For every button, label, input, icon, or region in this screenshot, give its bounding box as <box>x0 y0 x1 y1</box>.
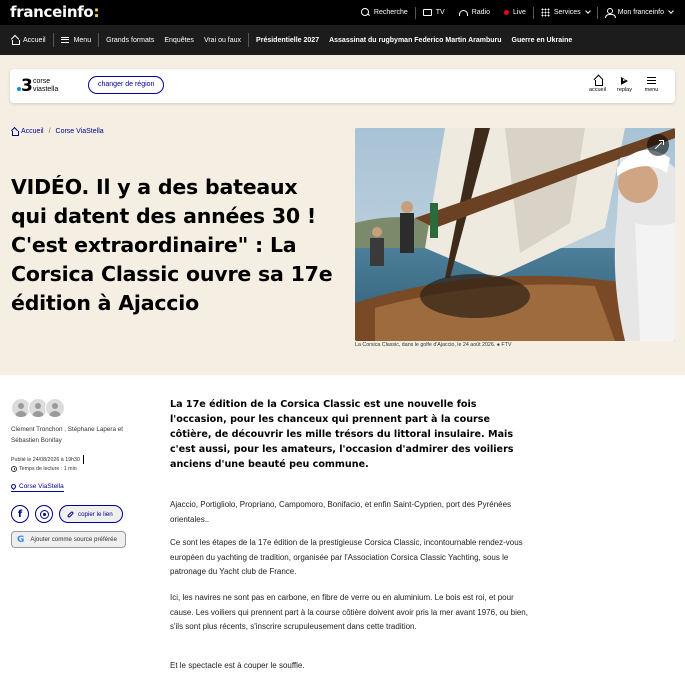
regional-replay-button[interactable] <box>611 74 638 93</box>
top-links <box>354 0 685 25</box>
breadcrumb-current[interactable]: Corse ViaStella <box>55 128 104 135</box>
breadcrumb-home[interactable] <box>11 128 44 135</box>
services-label: Services <box>553 9 581 16</box>
regional-menu-label: menu <box>644 87 659 93</box>
divider <box>98 33 99 47</box>
grid-icon <box>541 8 550 17</box>
menu-icon <box>647 77 656 84</box>
live-link[interactable] <box>497 0 533 25</box>
account-label: Mon franceinfo <box>617 9 664 16</box>
live-dot-icon <box>504 10 509 15</box>
regional-header <box>10 69 675 103</box>
whatsapp-share-button[interactable] <box>35 505 53 523</box>
copy-link-label: copier le lien <box>78 510 113 518</box>
author-avatars <box>11 398 62 418</box>
regional-nav <box>584 74 665 93</box>
share-bar <box>11 505 123 523</box>
breadcrumb <box>11 128 104 135</box>
nav-link-enquetes[interactable]: Enquêtes <box>164 36 194 44</box>
google-icon: G <box>17 534 25 545</box>
home-icon <box>593 76 602 85</box>
regional-menu-button[interactable] <box>638 74 665 93</box>
live-label: Live <box>513 9 526 16</box>
regional-home-button[interactable] <box>584 74 611 93</box>
services-menu[interactable] <box>534 0 597 25</box>
article-authors: Clement Tronchon , Stéphane Lapera et Sébastien Bonifay <box>11 426 124 444</box>
reading-time-text: Temps de lecture : 1 min <box>19 466 77 472</box>
google-source-label: Ajouter comme source préférée <box>30 536 118 543</box>
tv-link[interactable] <box>416 0 452 25</box>
play-icon <box>621 77 628 85</box>
channel-line1: corse <box>33 78 51 85</box>
divider <box>248 33 249 47</box>
corse-viastella-logo[interactable] <box>17 76 77 96</box>
nav-link-vrai-ou-faux[interactable]: Vrai ou faux <box>203 36 242 44</box>
sailboat-image <box>355 128 675 341</box>
article-title: VIDÉO. Il y a des bateaux qui datent des années 30 ! C'est extraordinaire" : La Corsica Classic ouvre sa 17e édition à Ajaccio <box>11 175 333 315</box>
article-photo[interactable] <box>355 128 675 341</box>
nav-menu-label: Menu <box>73 36 92 44</box>
channel-number: 3 <box>21 76 33 96</box>
main-nav <box>0 25 685 55</box>
user-icon <box>605 8 614 17</box>
search-icon <box>361 8 370 17</box>
region-tag-link[interactable] <box>11 483 64 492</box>
divider <box>83 455 84 464</box>
tv-icon <box>423 9 432 16</box>
nav-menu[interactable] <box>56 37 97 44</box>
nav-home[interactable] <box>0 36 51 44</box>
chevron-down-icon <box>585 8 591 14</box>
breadcrumb-separator: / <box>48 128 51 135</box>
article-lead: La 17e édition de la Corsica Classic est une nouvelle fois l'occasion, pour les chanceux qui prennent part à la course côtière, de découvrir les mille trésors du littoral insulaire. Mais c'est aussi, pour les amateurs, l'occasion d'admirer des voiliers anciens d'une beauté peu commune. <box>170 399 514 470</box>
nav-home-label: Accueil <box>23 36 46 44</box>
regional-replay-label: replay <box>617 87 632 93</box>
expand-icon[interactable] <box>647 134 669 156</box>
home-icon <box>11 128 18 135</box>
facebook-share-button[interactable] <box>11 505 29 523</box>
article-paragraph: Ici, les navires ne sont pas en carbone, en fibre de verre ou en aluminium. Le bois est roi, et pour cause. Les voiliers qui prennent part à la course côtière doivent avoir pris la mer avant 1976, ou bien, s'ils sont plus récents, s'inscrire scrupuleusement dans cette tradition. <box>170 593 528 631</box>
channel-name <box>33 78 58 94</box>
menu-icon <box>61 37 69 43</box>
divider <box>53 33 54 47</box>
logo-colon: : <box>93 3 100 21</box>
nav-trending-presidentielle[interactable]: Présidentielle 2027 <box>256 36 320 44</box>
search-label: Recherche <box>373 9 408 16</box>
clock-icon <box>11 466 17 472</box>
reading-time <box>11 466 77 472</box>
google-preferred-source-button[interactable] <box>11 531 126 548</box>
regional-home-label: accueil <box>588 87 607 93</box>
franceinfo-logo[interactable] <box>10 3 99 21</box>
nav-link-grands-formats[interactable]: Grands formats <box>106 36 155 44</box>
publish-date <box>11 455 84 464</box>
search-link[interactable] <box>354 0 415 25</box>
avatar <box>45 398 65 418</box>
photo-caption: La Corsica Classic, dans le golfe d'Ajaccio, le 24 août 2026. ● FTV <box>355 342 512 348</box>
account-link[interactable] <box>598 0 685 25</box>
radio-label: Radio <box>471 9 490 16</box>
article-paragraph: Ajaccio, Portigliolo, Propriano, Campomoro, Bonifacio, et enfin Saint-Cyprien, port des Pyrénées orientales.. <box>170 500 512 524</box>
channel-line2: viastella <box>33 86 59 93</box>
logo-text: franceinfo <box>10 3 94 21</box>
nav-trending-ukraine[interactable]: Guerre en Ukraine <box>511 36 573 44</box>
breadcrumb-home-label: Accueil <box>21 128 44 135</box>
article-hero <box>0 55 685 375</box>
whatsapp-icon <box>40 510 49 519</box>
publish-date-text: Publié le 24/08/2026 à 19h30 <box>11 456 80 463</box>
nav-trending-aramburu[interactable]: Assassinat du rugbyman Federico Martin Aramburu <box>329 36 502 44</box>
article-paragraph: Et le spectacle est à couper le souffle. <box>170 661 305 670</box>
change-region-button[interactable]: changer de région <box>88 76 164 94</box>
copy-link-button[interactable] <box>59 505 123 523</box>
article-paragraph: Ce sont les étapes de la 17e édition de la prestigieuse Corsica Classic, incontournable rendez-vous européen du yachting de tradition, organisée par l'Association Corsica Classic Yachting, sous le patronage du Yacht club de France. <box>170 538 523 576</box>
home-icon <box>11 36 19 44</box>
region-tag-label: Corse ViaStella <box>19 483 64 490</box>
tv-label: TV <box>435 9 445 16</box>
link-icon <box>67 510 74 517</box>
facebook-icon: f <box>17 508 23 520</box>
chevron-down-icon <box>668 8 674 14</box>
location-pin-icon <box>10 483 17 490</box>
top-bar <box>0 0 685 25</box>
headphones-icon <box>459 10 468 16</box>
radio-link[interactable] <box>452 0 497 25</box>
